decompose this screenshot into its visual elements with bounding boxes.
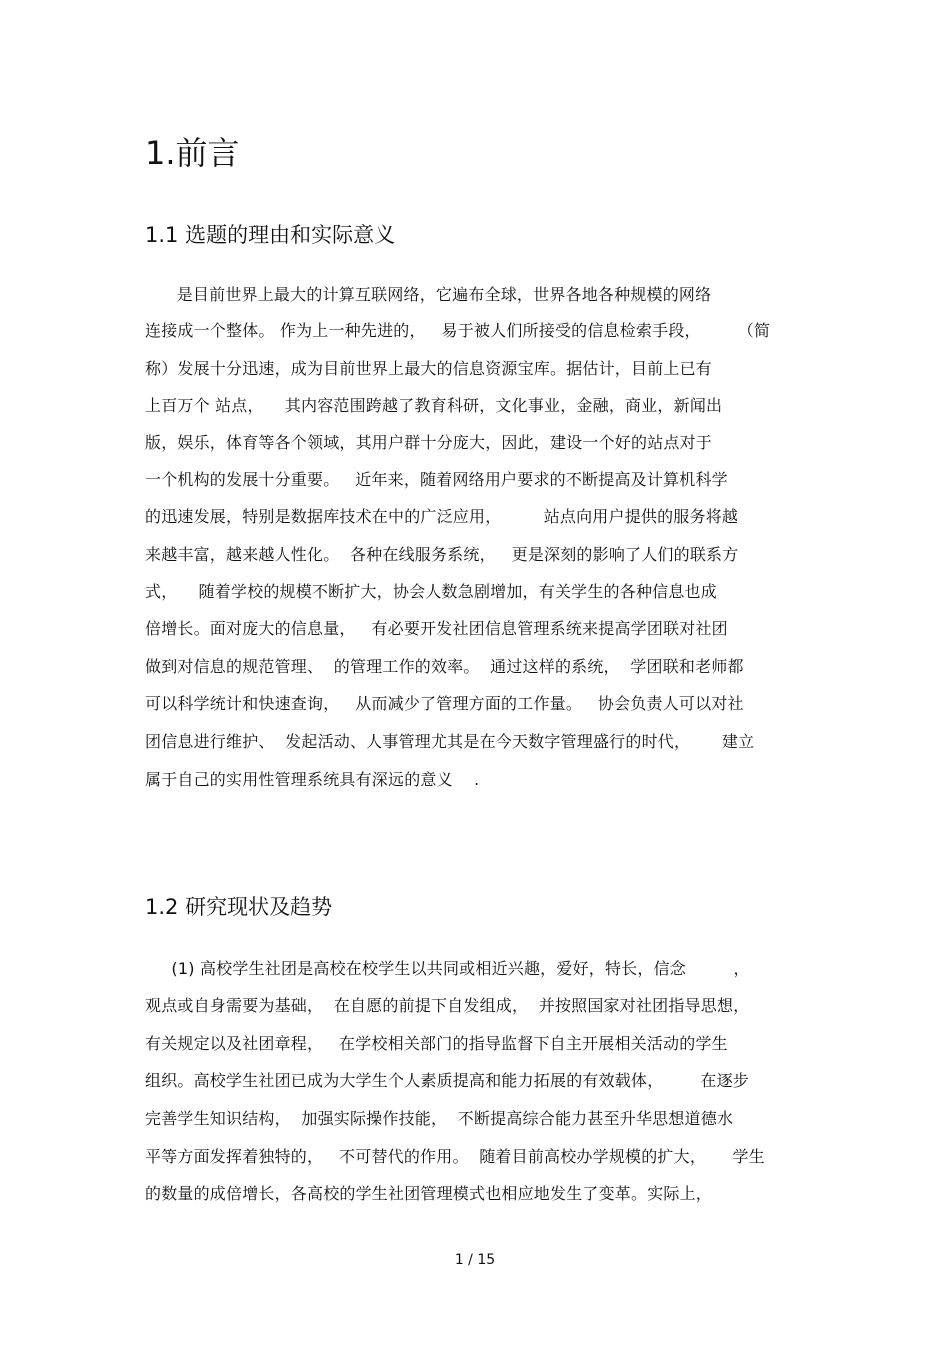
section-1-1-line: 一个机构的发展十分重要。 近年来，随着网络用户要求的不断提高及计算机科学	[145, 470, 728, 489]
section-1-1-line: 版，娱乐，体育等各个领域，其用户群十分庞大，因此，建设一个好的站点对于	[145, 433, 713, 452]
page-number: 1 / 15	[454, 1252, 496, 1268]
section-1-1-line: 上百万个 站点， 其内容范围跨越了教育科研，文化事业，金融，商业，新闻出	[145, 396, 723, 415]
section-1-2-line: 观点或自身需要为基础， 在自愿的前提下自发组成， 并按照国家对社团指导思想，	[145, 996, 750, 1015]
main-heading: 1.前言	[145, 134, 240, 172]
section-1-2-title: 1.2 研究现状及趋势	[145, 895, 333, 919]
section-1-1-line: 可以科学统计和快速查询， 从而减少了管理方面的工作量。 协会负责人可以对社	[145, 694, 744, 713]
section-1-1-line: 是目前世界上最大的计算互联网络，它遍布全球，世界各地各种规模的网络	[145, 285, 712, 304]
section-1-1-line: 的迅速发展，特别是数据库技术在中的广泛应用， 站点向用户提供的服务将越	[145, 507, 739, 526]
section-1-2-line: (1) 高校学生社团是高校在校学生以共同或相近兴趣，爱好，特长，信念 ，	[145, 959, 750, 978]
section-1-1-title: 1.1 选题的理由和实际意义	[145, 223, 396, 247]
section-1-2-line: 的数量的成倍增长，各高校的学生社团管理模式也相应地发生了变革。实际上，	[145, 1184, 713, 1203]
section-1-1-line: 倍增长。面对庞大的信息量， 有必要开发社团信息管理系统来提高学团联对社团	[145, 619, 728, 638]
section-1-1-line: 来越丰富，越来越人性化。 各种在线服务系统， 更是深刻的影响了人们的联系方	[145, 545, 739, 564]
section-1-2-line: 平等方面发挥着独特的， 不可替代的作用。 随着目前高校办学规模的扩大， 学生	[145, 1147, 765, 1166]
section-1-1-line: 称）发展十分迅速，成为目前世界上最大的信息资源宝库。据估计，目前上已有	[145, 359, 713, 378]
section-1-1-line: 式， 随着学校的规模不断扩大，协会人数急剧增加，有关学生的各种信息也成	[145, 582, 717, 601]
section-1-1-line: 属于自己的实用性管理系统具有深远的意义 .	[145, 770, 480, 789]
section-1-1-line: 团信息进行维护、 发起活动、人事管理尤其是在今天数字管理盛行的时代， 建立	[145, 732, 755, 751]
section-1-2-line: 组织。高校学生社团已成为大学生个人素质提高和能力拓展的有效载体， 在逐步	[145, 1071, 750, 1090]
section-1-1-line: 连接成一个整体。 作为上一种先进的， 易于被人们所接受的信息检索手段， （简	[145, 321, 771, 340]
section-1-2-line: 完善学生知识结构， 加强实际操作技能， 不断提高综合能力甚至升华思想道德水	[145, 1109, 734, 1128]
section-1-1-line: 做到对信息的规范管理、 的管理工作的效率。 通过这样的系统， 学团联和老师都	[145, 657, 744, 676]
section-1-2-line: 有关规定以及社团章程， 在学校相关部门的指导监督下自主开展相关活动的学生	[145, 1034, 728, 1053]
